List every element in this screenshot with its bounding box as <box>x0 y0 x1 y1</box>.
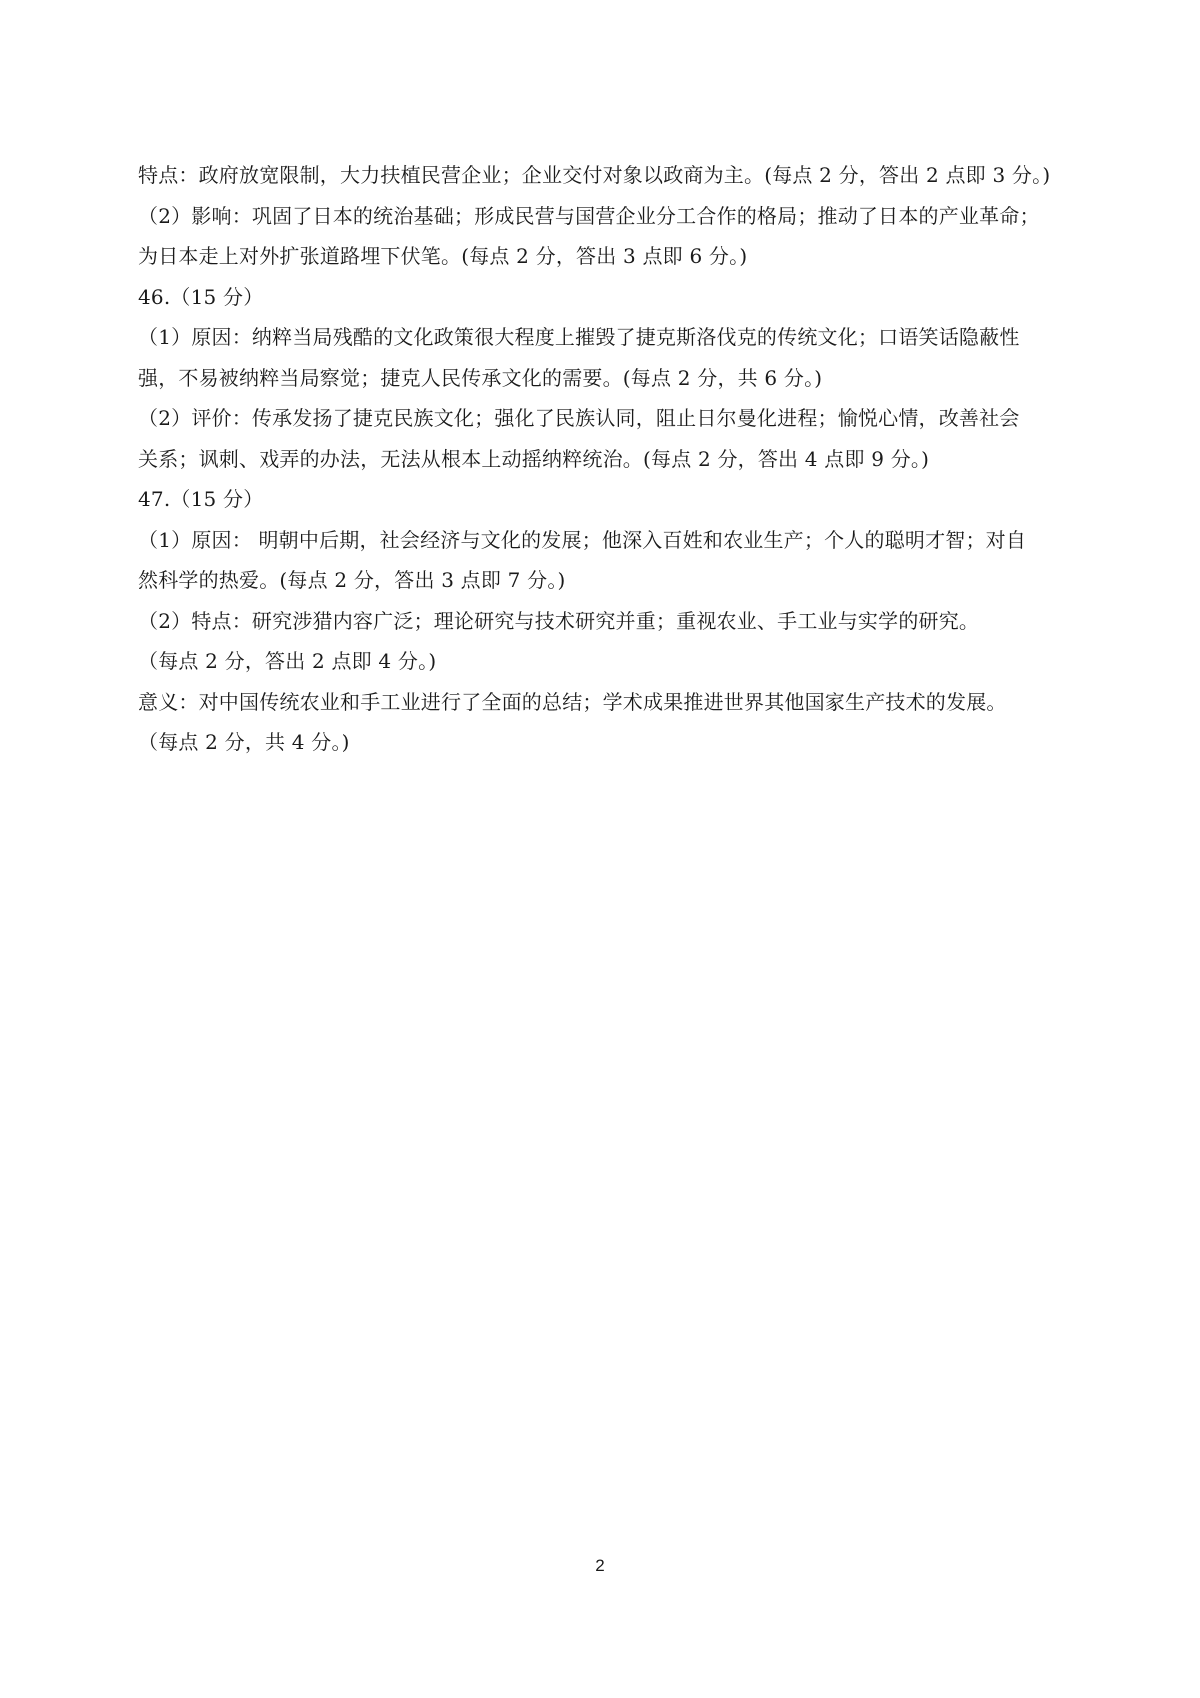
text-line: （每点 2 分，答出 2 点即 4 分。) <box>138 649 437 673</box>
answer-text-block <box>138 155 1068 763</box>
text-line: （2）特点：研究涉猎内容广泛；理论研究与技术研究并重；重视农业、手工业与实学的研究。 <box>138 608 980 633</box>
question-heading-46: 46.（15 分） <box>138 284 264 309</box>
question-heading-47: 47.（15 分） <box>138 487 264 511</box>
text-line: （1）原因： 明朝中后期，社会经济与文化的发展；他深入百姓和农业生产；个人的聪明才智；对自 <box>138 527 1027 552</box>
page-number: 2 <box>595 1556 605 1575</box>
text-line: （1）原因：纳粹当局残酷的文化政策很大程度上摧毁了捷克斯洛伐克的传统文化；口语笑话隐蔽性 <box>138 325 1020 349</box>
text-line: 意义：对中国传统农业和手工业进行了全面的总结；学术成果推进世界其他国家生产技术的发展。 <box>138 689 1007 714</box>
text-line: （2）影响：巩固了日本的统治基础；形成民营与国营企业分工合作的格局；推动了日本的产业革命； <box>138 203 1040 228</box>
text-line: 关系；讽刺、戏弄的办法，无法从根本上动摇纳粹统治。(每点 2 分，答出 4 点即 9 分。) <box>138 446 930 471</box>
text-line: 然科学的热爱。(每点 2 分，答出 3 点即 7 分。) <box>138 568 566 592</box>
text-line: 强，不易被纳粹当局察觉；捷克人民传承文化的需要。(每点 2 分，共 6 分。) <box>138 365 823 390</box>
text-line: 为日本走上对外扩张道路埋下伏笔。(每点 2 分，答出 3 点即 6 分。) <box>138 244 748 268</box>
text-line: 特点：政府放宽限制，大力扶植民营企业；企业交付对象以政商为主。(每点 2 分，答出 2 点即 3 分。) <box>138 163 1051 187</box>
text-line: （每点 2 分，共 4 分。) <box>138 730 350 754</box>
text-line: （2）评价：传承发扬了捷克民族文化；强化了民族认同，阻止日尔曼化进程；愉悦心情，改善社会 <box>138 406 1020 430</box>
